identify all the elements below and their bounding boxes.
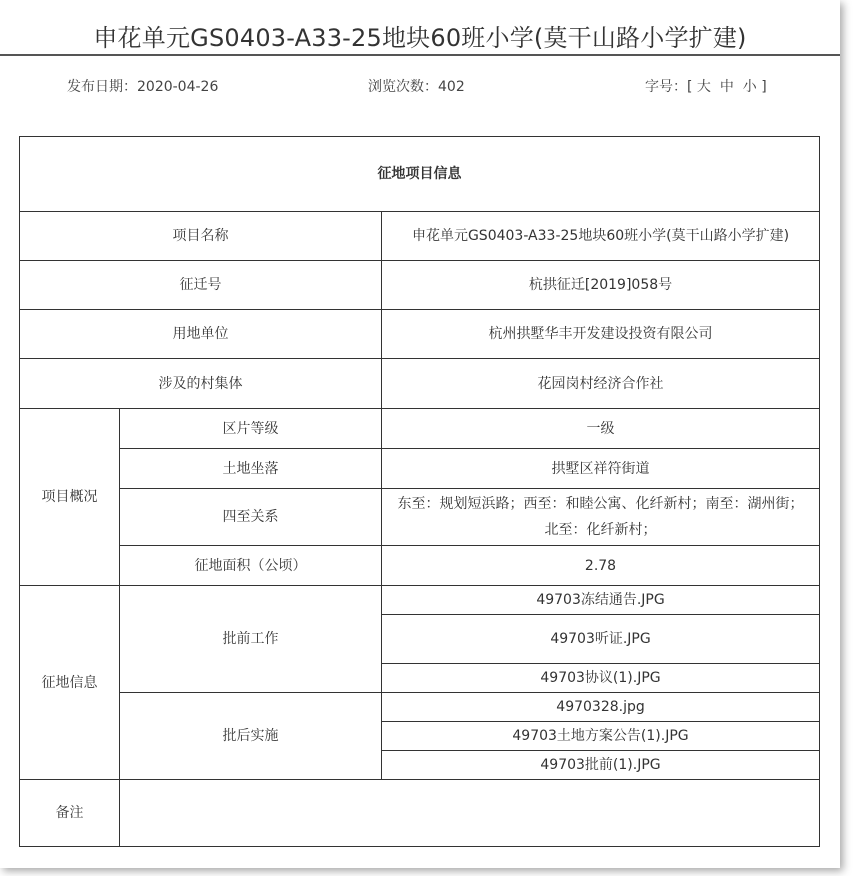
table-heading: 征地项目信息	[20, 137, 820, 212]
pre-approval-label: 批前工作	[120, 586, 382, 693]
location-label: 土地坐落	[120, 449, 382, 489]
view-count-value: 402	[438, 79, 465, 95]
attachment-link[interactable]: 49703冻结通告.JPG	[536, 592, 665, 608]
font-size-large-link[interactable]: 大	[696, 79, 711, 95]
table-row	[20, 359, 820, 409]
bracket-open: [	[687, 79, 693, 95]
post-file-link[interactable]	[382, 693, 820, 722]
table-row	[20, 546, 820, 586]
attachment-link[interactable]: 4970328.jpg	[556, 699, 645, 715]
table-row	[20, 409, 820, 449]
table-row	[20, 693, 820, 722]
pre-file-link[interactable]	[382, 615, 820, 664]
pre-file-link[interactable]	[382, 586, 820, 615]
table-row	[20, 212, 820, 261]
table-row	[20, 489, 820, 546]
publish-date	[67, 76, 218, 96]
font-size-medium-link[interactable]: 中	[719, 79, 734, 95]
view-count	[368, 76, 465, 96]
land-acquisition-table	[19, 136, 820, 847]
grade-label: 区片等级	[120, 409, 382, 449]
village-label: 涉及的村集体	[20, 359, 382, 409]
title-divider	[0, 54, 840, 56]
pre-file-link[interactable]	[382, 664, 820, 693]
boundary-label: 四至关系	[120, 489, 382, 546]
overview-label: 项目概况	[20, 409, 120, 586]
boundary-value: 东至：规划短浜路；西至：和睦公寓、化纤新村；南至：湖州街；北至：化纤新村；	[382, 489, 820, 546]
attachment-link[interactable]: 49703协议(1).JPG	[540, 670, 661, 686]
table-row	[20, 586, 820, 615]
location-value: 拱墅区祥符街道	[382, 449, 820, 489]
post-file-link[interactable]	[382, 722, 820, 751]
project-name-value: 申花单元GS0403-A33-25地块60班小学(莫干山路小学扩建)	[382, 212, 820, 261]
remarks-value	[120, 780, 820, 847]
publish-date-value: 2020-04-26	[137, 79, 219, 95]
post-approval-label: 批后实施	[120, 693, 382, 780]
acquisition-label: 征地信息	[20, 586, 120, 780]
table-heading-row	[20, 137, 820, 212]
permit-label: 征迁号	[20, 261, 382, 310]
table-row	[20, 780, 820, 847]
attachment-link[interactable]: 49703听证.JPG	[550, 631, 651, 647]
view-count-label: 浏览次数：	[368, 79, 438, 95]
grade-value: 一级	[382, 409, 820, 449]
attachment-link[interactable]: 49703批前(1).JPG	[540, 757, 661, 773]
font-size-small-link[interactable]: 小	[742, 79, 757, 95]
font-size-label: 字号：	[645, 79, 687, 95]
table-row	[20, 449, 820, 489]
publish-date-label: 发布日期：	[67, 79, 137, 95]
table-row	[20, 310, 820, 359]
bracket-close: ]	[761, 79, 767, 95]
page-title: 申花单元GS0403-A33-25地块60班小学(莫干山路小学扩建)	[93, 24, 747, 52]
area-label: 征地面积（公顷）	[120, 546, 382, 586]
post-file-link[interactable]	[382, 751, 820, 780]
village-value: 花园岗村经济合作社	[382, 359, 820, 409]
remarks-label: 备注	[20, 780, 120, 847]
project-name-label: 项目名称	[20, 212, 382, 261]
font-size-switcher	[645, 76, 767, 96]
area-value: 2.78	[382, 546, 820, 586]
attachment-link[interactable]: 49703土地方案公告(1).JPG	[512, 728, 689, 744]
land-user-label: 用地单位	[20, 310, 382, 359]
permit-value: 杭拱征迁[2019]058号	[382, 261, 820, 310]
table-row	[20, 261, 820, 310]
land-user-value: 杭州拱墅华丰开发建设投资有限公司	[382, 310, 820, 359]
